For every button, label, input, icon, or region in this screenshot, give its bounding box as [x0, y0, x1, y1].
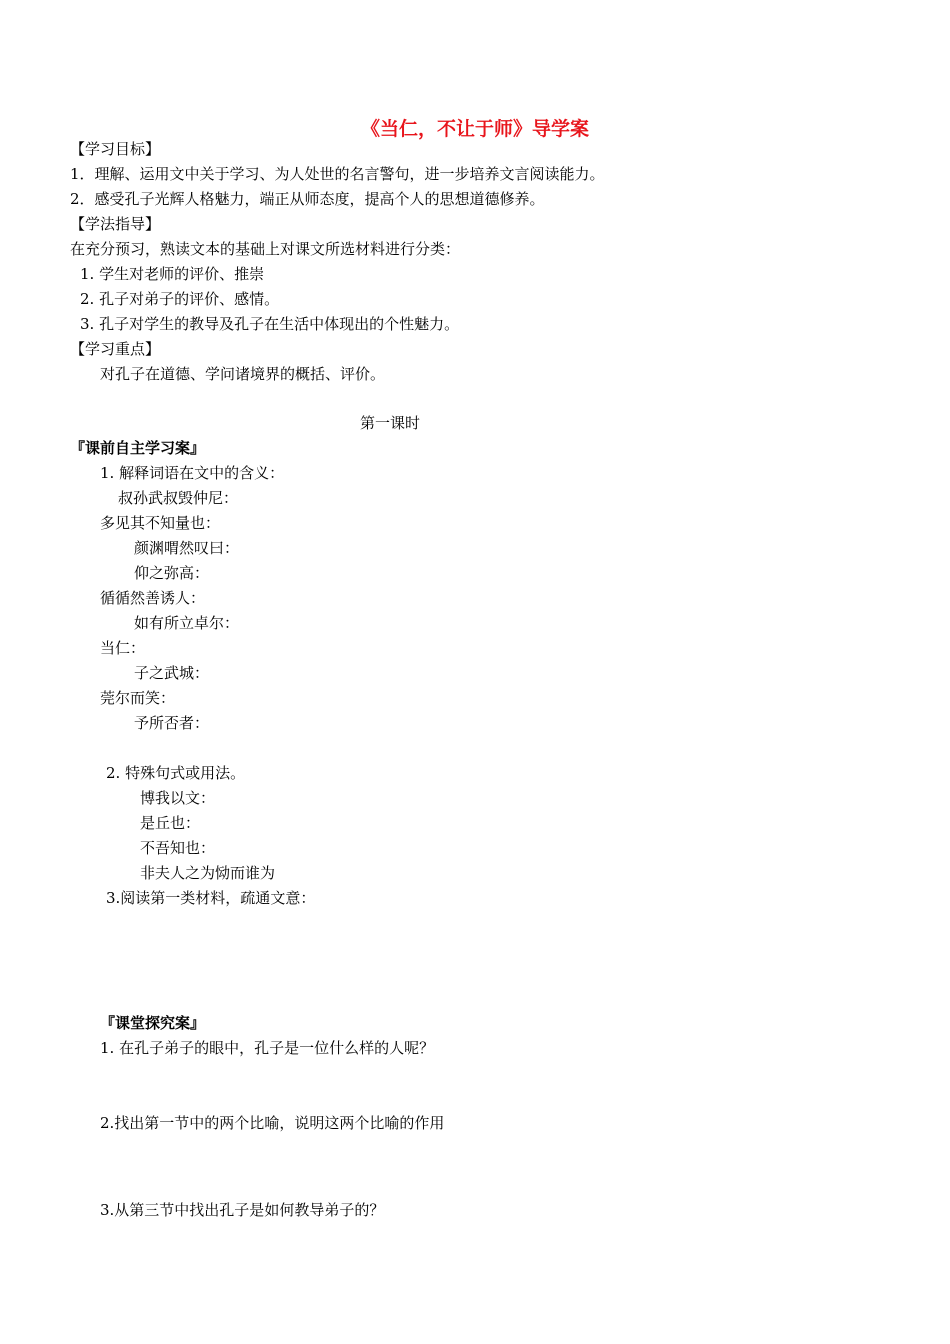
- term-item: 子之武城：: [134, 664, 210, 682]
- pattern-item: 不吾知也：: [140, 839, 216, 857]
- focus-heading: 【学习重点】: [70, 340, 161, 358]
- method-item: 2. 孔子对弟子的评价、感情。: [80, 290, 280, 308]
- inclass-question: 3.从第三节中找出孔子是如何教导弟子的？: [100, 1201, 385, 1219]
- method-item: 1. 学生对老师的评价、推崇: [80, 265, 265, 283]
- method-item: 3. 孔子对学生的教导及孔子在生活中体现出的个性魅力。: [80, 315, 460, 333]
- term-item: 循循然善诱人：: [100, 589, 206, 607]
- term-item: 多见其不知量也：: [100, 514, 221, 532]
- inclass-question: 2.找出第一节中的两个比喻，说明这两个比喻的作用: [100, 1114, 445, 1132]
- inclass-question: 1. 在孔子弟子的眼中，孔子是一位什么样的人呢？: [100, 1039, 435, 1057]
- lesson-label: 第一课时: [359, 414, 420, 432]
- pattern-item: 非夫人之为恸而谁为: [140, 864, 276, 882]
- term-item: 当仁：: [100, 639, 146, 657]
- preclass-question-3: 3.阅读第一类材料，疏通文意：: [106, 889, 316, 907]
- method-heading: 【学法指导】: [70, 215, 161, 233]
- term-item: 予所否者：: [134, 714, 210, 732]
- term-item: 颜渊喟然叹曰：: [134, 539, 240, 557]
- goals-heading: 【学习目标】: [70, 140, 161, 158]
- method-intro: 在充分预习，熟读文本的基础上对课文所选材料进行分类：: [70, 240, 461, 258]
- goal-item: 2．感受孔子光辉人格魅力，端正从师态度，提高个人的思想道德修养。: [70, 190, 545, 208]
- document-title: 《当仁，不让于师》导学案: [360, 118, 589, 140]
- pattern-item: 是丘也：: [140, 814, 201, 832]
- focus-text: 对孔子在道德、学问诸境界的概括、评价。: [100, 365, 386, 383]
- term-item: 莞尔而笑：: [100, 689, 176, 707]
- goal-item: 1．理解、运用文中关于学习、为人处世的名言警句，进一步培养文言阅读能力。: [70, 165, 605, 183]
- preclass-heading: 『课前自主学习案』: [70, 439, 206, 457]
- term-item: 仰之弥高：: [134, 564, 210, 582]
- term-item: 如有所立卓尔：: [134, 614, 240, 632]
- inclass-heading: 『课堂探究案』: [100, 1014, 206, 1032]
- term-item: 叔孙武叔毁仲尼：: [118, 489, 239, 507]
- pattern-item: 博我以文：: [140, 789, 216, 807]
- preclass-question-2: 2. 特殊句式或用法。: [106, 764, 246, 782]
- preclass-question-1: 1. 解释词语在文中的含义：: [100, 464, 285, 482]
